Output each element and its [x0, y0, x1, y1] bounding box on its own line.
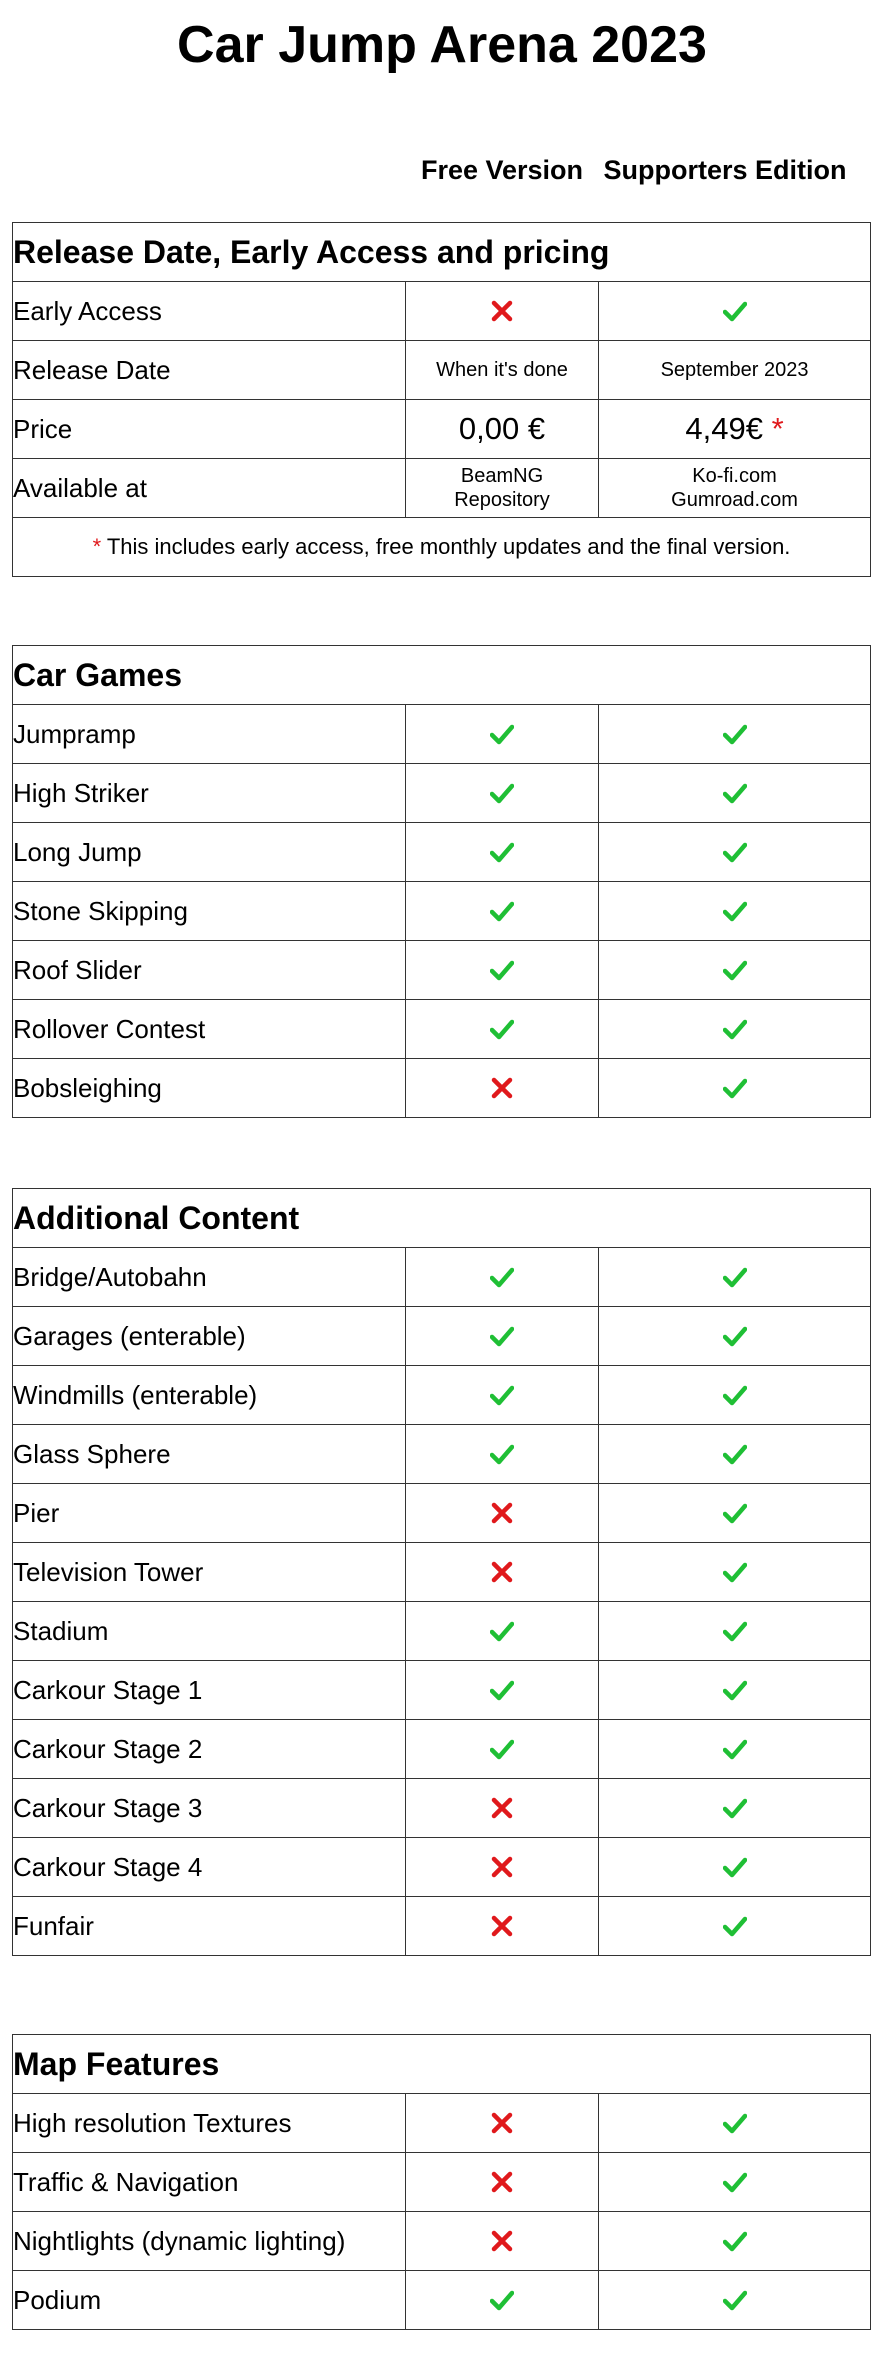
- free-cell: [406, 1366, 599, 1425]
- free-cell: [406, 2094, 599, 2153]
- free-availability-line-2: Repository: [454, 489, 550, 511]
- free-cell: [406, 1425, 599, 1484]
- row-label: High resolution Textures: [13, 2094, 406, 2153]
- check-icon: [723, 843, 747, 860]
- supporters-cell: [599, 2212, 871, 2271]
- table-row: [13, 2153, 871, 2212]
- supporters-cell: [599, 1838, 871, 1897]
- footnote: [13, 518, 871, 577]
- check-icon: [490, 902, 514, 919]
- supporters-availability-line-2: Gumroad.com: [671, 489, 798, 511]
- check-icon: [490, 1327, 514, 1344]
- row-label: Roof Slider: [13, 941, 406, 1000]
- free-cell: [406, 1484, 599, 1543]
- footnote-row: [13, 518, 871, 577]
- cross-icon: [490, 1799, 514, 1816]
- check-icon: [723, 302, 747, 319]
- cross-icon: [490, 2114, 514, 2131]
- row-label: Nightlights (dynamic lighting): [13, 2212, 406, 2271]
- table-row: [13, 341, 871, 400]
- row-label: Pier: [13, 1484, 406, 1543]
- table-row: [13, 1897, 871, 1956]
- footnote-text: This includes early access, free monthly updates and the final version.: [106, 534, 791, 559]
- free-availability-line-1: BeamNG: [460, 465, 544, 487]
- asterisk-mark: *: [92, 534, 102, 559]
- check-icon: [723, 1445, 747, 1462]
- additional-content-table: [12, 1188, 871, 1956]
- check-icon: [723, 1681, 747, 1698]
- table-row: [13, 400, 871, 459]
- cross-icon: [490, 2173, 514, 2190]
- free-cell: [406, 2212, 599, 2271]
- supporters-cell: [599, 2153, 871, 2212]
- car-games-table: [12, 645, 871, 1118]
- supporters-cell: [599, 823, 871, 882]
- check-icon: [723, 2291, 747, 2308]
- check-icon: [490, 1622, 514, 1639]
- check-icon: [723, 1622, 747, 1639]
- check-icon: [723, 725, 747, 742]
- row-label: Traffic & Navigation: [13, 2153, 406, 2212]
- supporters-cell: [599, 1307, 871, 1366]
- supporters-release-date: September 2023: [599, 341, 871, 400]
- free-cell: [406, 705, 599, 764]
- table-row: [13, 282, 871, 341]
- check-icon: [490, 1020, 514, 1037]
- table-row: [13, 1838, 871, 1897]
- row-label: Garages (enterable): [13, 1307, 406, 1366]
- check-icon: [490, 1681, 514, 1698]
- check-icon: [490, 843, 514, 860]
- row-label: Carkour Stage 4: [13, 1838, 406, 1897]
- supporters-cell: [599, 1602, 871, 1661]
- free-cell: [406, 282, 599, 341]
- cross-icon: [490, 1563, 514, 1580]
- free-availability-cell: [406, 459, 599, 518]
- row-label: Stone Skipping: [13, 882, 406, 941]
- check-icon: [490, 961, 514, 978]
- check-icon: [723, 2232, 747, 2249]
- table-row: [13, 1779, 871, 1838]
- section-heading: Release Date, Early Access and pricing: [13, 223, 871, 282]
- free-cell: [406, 2271, 599, 2330]
- cross-icon: [490, 1504, 514, 1521]
- check-icon: [723, 1386, 747, 1403]
- map-features-table: [12, 2034, 871, 2330]
- check-icon: [723, 1917, 747, 1934]
- row-label: Jumpramp: [13, 705, 406, 764]
- row-label: Stadium: [13, 1602, 406, 1661]
- check-icon: [723, 1079, 747, 1096]
- table-row: [13, 2212, 871, 2271]
- check-icon: [723, 1020, 747, 1037]
- free-cell: [406, 1779, 599, 1838]
- check-icon: [490, 2291, 514, 2308]
- section-heading: Car Games: [13, 646, 871, 705]
- check-icon: [490, 1445, 514, 1462]
- supporters-cell: [599, 1779, 871, 1838]
- table-row: [13, 1425, 871, 1484]
- check-icon: [723, 902, 747, 919]
- free-cell: [406, 1720, 599, 1779]
- row-label: Long Jump: [13, 823, 406, 882]
- check-icon: [723, 1858, 747, 1875]
- asterisk-mark: *: [771, 411, 784, 446]
- row-label: Bobsleighing: [13, 1059, 406, 1118]
- row-label: Television Tower: [13, 1543, 406, 1602]
- check-icon: [723, 2114, 747, 2131]
- column-header-supporters-edition: Supporters Edition: [603, 155, 847, 185]
- supporters-cell: [599, 1248, 871, 1307]
- check-icon: [723, 1563, 747, 1580]
- section-header-row: [13, 646, 871, 705]
- supporters-cell: [599, 2094, 871, 2153]
- row-label: Price: [13, 400, 406, 459]
- row-label: Carkour Stage 1: [13, 1661, 406, 1720]
- free-cell: [406, 823, 599, 882]
- row-label: Podium: [13, 2271, 406, 2330]
- free-cell: [406, 1248, 599, 1307]
- release-pricing-table: [12, 222, 871, 577]
- supporters-cell: [599, 1366, 871, 1425]
- free-cell: [406, 1661, 599, 1720]
- column-header-free-version: Free Version: [420, 155, 584, 185]
- row-label: Rollover Contest: [13, 1000, 406, 1059]
- row-label: Early Access: [13, 282, 406, 341]
- table-row: [13, 1307, 871, 1366]
- supporters-cell: [599, 1059, 871, 1118]
- table-row: [13, 2271, 871, 2330]
- supporters-cell: [599, 1484, 871, 1543]
- table-row: [13, 941, 871, 1000]
- check-icon: [490, 784, 514, 801]
- cross-icon: [490, 1917, 514, 1934]
- table-row: [13, 1059, 871, 1118]
- free-cell: [406, 1000, 599, 1059]
- section-header-row: [13, 2035, 871, 2094]
- free-cell: [406, 1897, 599, 1956]
- page-title: Car Jump Arena 2023: [177, 16, 707, 74]
- check-icon: [723, 1799, 747, 1816]
- supporters-cell: [599, 1425, 871, 1484]
- free-cell: [406, 2153, 599, 2212]
- row-label: Bridge/Autobahn: [13, 1248, 406, 1307]
- table-row: [13, 1000, 871, 1059]
- table-row: [13, 2094, 871, 2153]
- row-label: Windmills (enterable): [13, 1366, 406, 1425]
- supporters-cell: [599, 705, 871, 764]
- supporters-cell: [599, 882, 871, 941]
- free-price: 0,00 €: [406, 400, 599, 459]
- free-cell: [406, 1838, 599, 1897]
- row-label: Funfair: [13, 1897, 406, 1956]
- section-header-row: [13, 1189, 871, 1248]
- section-header-row: [13, 223, 871, 282]
- table-row: [13, 1661, 871, 1720]
- table-row: [13, 1602, 871, 1661]
- check-icon: [723, 961, 747, 978]
- supporters-cell: [599, 282, 871, 341]
- cross-icon: [490, 1079, 514, 1096]
- supporters-price: 4,49€: [685, 411, 763, 446]
- supporters-price-cell: [599, 400, 871, 459]
- check-icon: [723, 1268, 747, 1285]
- free-cell: [406, 1602, 599, 1661]
- free-cell: [406, 1307, 599, 1366]
- table-row: [13, 764, 871, 823]
- free-release-date: When it's done: [406, 341, 599, 400]
- table-row: [13, 459, 871, 518]
- supporters-availability-cell: [599, 459, 871, 518]
- cross-icon: [490, 2232, 514, 2249]
- check-icon: [490, 725, 514, 742]
- check-icon: [490, 1386, 514, 1403]
- table-row: [13, 1248, 871, 1307]
- table-row: [13, 1366, 871, 1425]
- free-cell: [406, 1059, 599, 1118]
- table-row: [13, 1720, 871, 1779]
- supporters-availability-line-1: Ko-fi.com: [692, 465, 777, 487]
- free-cell: [406, 941, 599, 1000]
- table-row: [13, 705, 871, 764]
- row-label: Carkour Stage 3: [13, 1779, 406, 1838]
- free-cell: [406, 1543, 599, 1602]
- cross-icon: [490, 302, 514, 319]
- supporters-cell: [599, 941, 871, 1000]
- row-label: Release Date: [13, 341, 406, 400]
- row-label: Available at: [13, 459, 406, 518]
- check-icon: [723, 1740, 747, 1757]
- table-row: [13, 823, 871, 882]
- check-icon: [723, 784, 747, 801]
- row-label: High Striker: [13, 764, 406, 823]
- supporters-cell: [599, 764, 871, 823]
- check-icon: [490, 1268, 514, 1285]
- check-icon: [490, 1740, 514, 1757]
- supporters-cell: [599, 2271, 871, 2330]
- supporters-cell: [599, 1897, 871, 1956]
- free-cell: [406, 764, 599, 823]
- supporters-cell: [599, 1661, 871, 1720]
- check-icon: [723, 1327, 747, 1344]
- table-row: [13, 882, 871, 941]
- cross-icon: [490, 1858, 514, 1875]
- section-heading: Map Features: [13, 2035, 871, 2094]
- free-cell: [406, 882, 599, 941]
- table-row: [13, 1543, 871, 1602]
- supporters-cell: [599, 1543, 871, 1602]
- table-row: [13, 1484, 871, 1543]
- check-icon: [723, 2173, 747, 2190]
- row-label: Carkour Stage 2: [13, 1720, 406, 1779]
- row-label: Glass Sphere: [13, 1425, 406, 1484]
- check-icon: [723, 1504, 747, 1521]
- supporters-cell: [599, 1720, 871, 1779]
- section-heading: Additional Content: [13, 1189, 871, 1248]
- supporters-cell: [599, 1000, 871, 1059]
